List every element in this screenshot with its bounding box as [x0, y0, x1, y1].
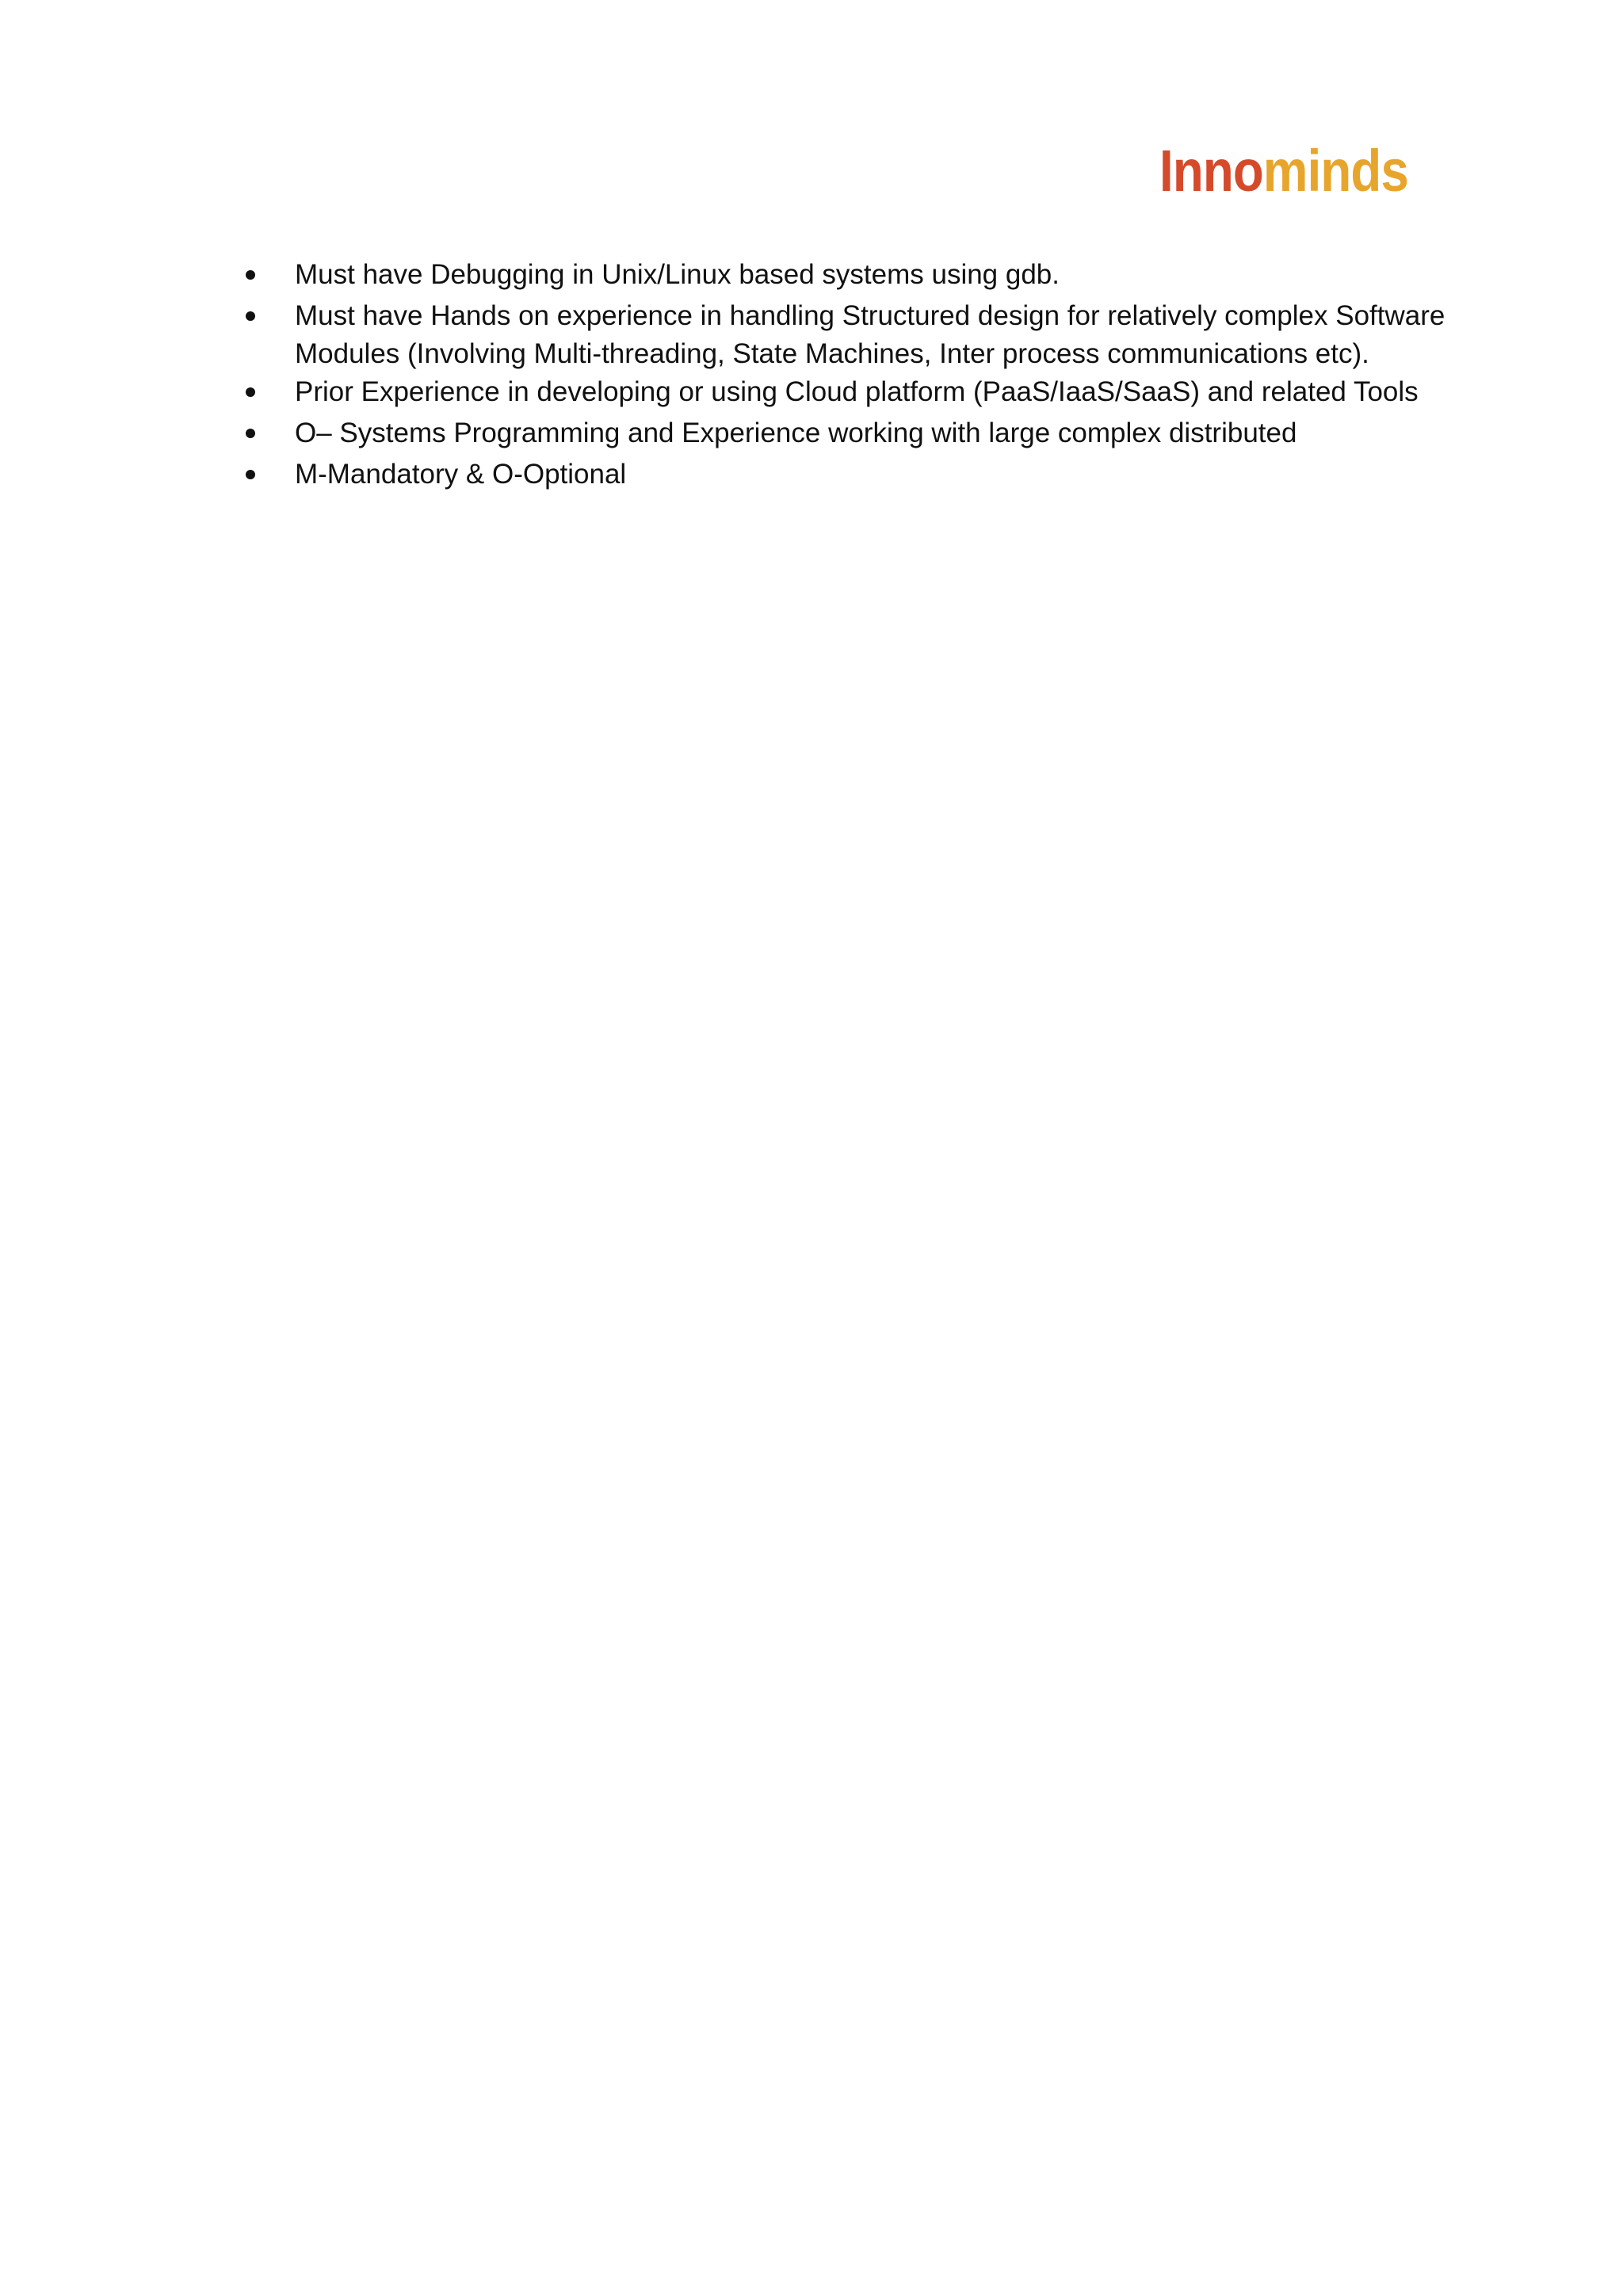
list-item-text: M-Mandatory & O-Optional	[295, 459, 627, 490]
list-item-text: Prior Experience in developing or using Cloud platform (PaaS/IaaS/SaaS) and related Tools	[295, 376, 1419, 407]
list-item-line: Modules (Involving Multi-threading, State Machines, Inter process communications etc).	[295, 338, 1369, 369]
list-item-text: Must have Debugging in Unix/Linux based systems using gdb.	[295, 259, 1060, 290]
bullet-icon	[246, 270, 255, 280]
list-item-text	[295, 297, 1445, 373]
list-item-text: O– Systems Programming and Experience working with large complex distributed	[295, 418, 1297, 448]
list-item-line: Must have Hands on experience in handling Structured design for relatively complex Software	[295, 300, 1445, 331]
innominds-logo	[1159, 139, 1408, 203]
bullet-icon	[246, 470, 255, 479]
bullet-icon	[246, 429, 255, 438]
bullet-icon	[246, 387, 255, 397]
logo-text-minds: minds	[1262, 138, 1408, 204]
bullet-icon	[246, 311, 255, 321]
logo-text-inno: Inno	[1159, 138, 1263, 204]
